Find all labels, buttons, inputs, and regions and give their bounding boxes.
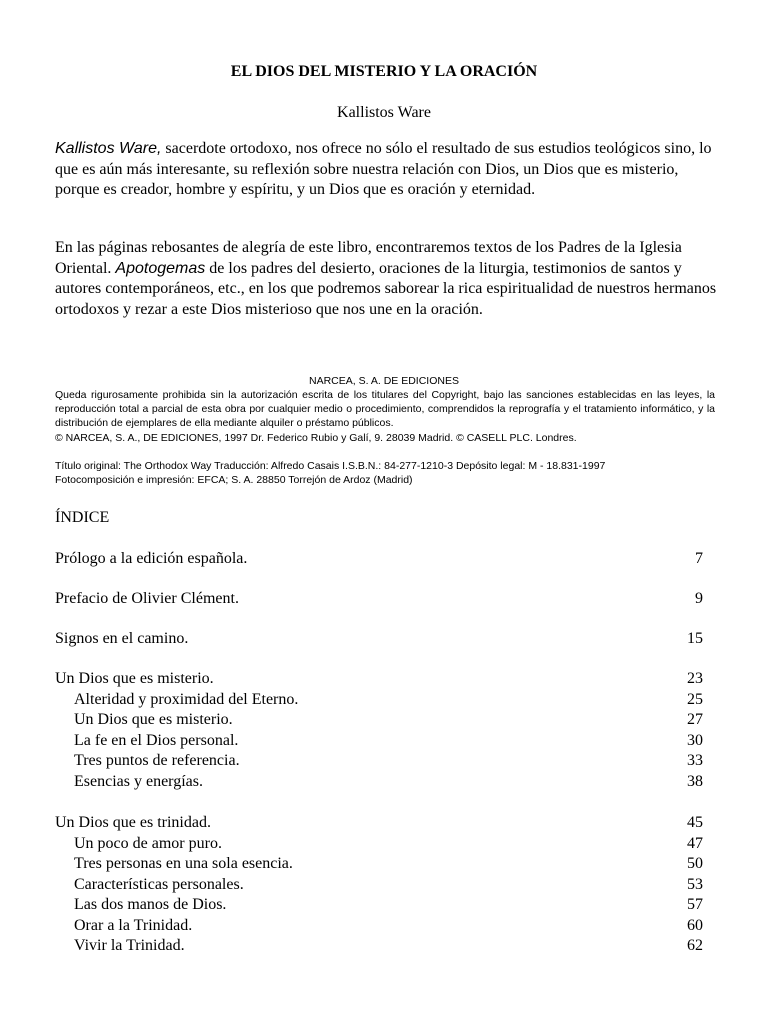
toc-entry-page: 30 [687,731,703,749]
toc-entry-page: 23 [687,670,703,687]
toc-entry-label: Un Dios que es misterio. [74,711,233,728]
toc-subentry [55,690,703,711]
toc-entry-page: 45 [687,814,703,831]
toc-entry [55,669,703,690]
toc-entry-label: Esencias y energías. [74,772,203,790]
index-heading: ÍNDICE [55,509,110,526]
toc-entry-page: 33 [687,752,703,769]
printing-line: Fotocomposición e impresión: EFCA; S. A. 28850 Torrejón de Ardoz (Madrid) [55,474,413,486]
toc-subentry [55,875,703,896]
toc-entry-label: Las dos manos de Dios. [74,896,227,913]
toc-entry-page: 25 [687,690,703,708]
toc-entry-page: 53 [687,875,703,893]
toc-entry-page: 7 [695,550,703,567]
toc-entry-label: Tres puntos de referencia. [74,752,240,769]
toc-entry-label: Un Dios que es trinidad. [55,814,211,831]
original-title-line: Título original: The Orthodox Way Traducción: Alfredo Casais I.S.B.N.: 84-277-1210-3 Depósito legal: M - 18.831-1997 [55,460,606,472]
toc-entry [55,813,703,834]
intro-paragraph-2-text-b: de los padres del desierto, oraciones de la liturgia, testimonios de santos y autores contemporáneos, etc., en los que podremos saborear la rica espiritualidad de nuestros hermanos ortodoxos y rezar a este Dios misterioso que nos une en la oración. [55,259,717,318]
toc-entry [55,549,703,570]
toc-group [55,589,703,610]
toc-subentry [55,854,703,875]
copyright-notice: Queda rigurosamente prohibida sin la autorización escrita de los titulares del Copyright, bajo las sanciones establecidas en las leyes, la reproducción total a parcial de esta obra por cualquier medio o procedimiento, comprendidos la reprografía y el tratamiento informático, y la distribución de ejemplares de ella mediante alquiler o préstamo públicos. [55,389,715,429]
toc-group [55,549,703,570]
toc-subentry [55,834,703,855]
toc-entry-label: Tres personas en una sola esencia. [74,855,293,872]
toc-subentry [55,710,703,731]
intro-paragraph-1 [55,139,725,201]
toc-entry-label: Alteridad y proximidad del Eterno. [74,690,299,708]
toc-entry-page: 38 [687,772,703,790]
toc-entry-page: 60 [687,916,703,934]
toc-entry-label: Prefacio de Olivier Clément. [55,590,239,607]
intro-paragraph-2 [55,238,725,320]
toc-entry-label: Un poco de amor puro. [74,834,222,852]
toc-subentry [55,772,703,793]
book-title: EL DIOS DEL MISTERIO Y LA ORACIÓN [230,63,538,80]
toc-entry-page: 47 [687,834,703,852]
toc-group [55,669,703,792]
toc-entry-page: 9 [695,590,703,607]
copyright-line: © NARCEA, S. A., DE EDICIONES, 1997 Dr. Federico Rubio y Galí, 9. 28039 Madrid. © CASELL PLC. Londres. [55,432,577,444]
toc-entry-label: Signos en el camino. [55,630,189,647]
toc-entry-label: Características personales. [74,875,244,893]
toc-entry-label: Prólogo a la edición española. [55,550,248,567]
toc-subentry [55,731,703,752]
intro-paragraph-2-text-a: En las páginas rebosantes de alegría de este libro, encontraremos textos de los Padres de la Iglesia Oriental. [55,239,682,277]
toc-entry-label: Un Dios que es misterio. [55,670,214,687]
intro-paragraph-2-emphasis: Apotogemas [115,259,206,277]
toc-entry-page: 15 [687,630,703,647]
toc-group [55,629,703,650]
toc-entry-label: La fe en el Dios personal. [74,731,239,749]
toc-subentry [55,751,703,772]
toc-entry-label: Vivir la Trinidad. [74,937,185,954]
toc-subentry [55,916,703,937]
toc-entry-page: 50 [687,855,703,872]
toc-entry [55,589,703,610]
book-author: Kallistos Ware [337,104,431,121]
toc-entry-page: 27 [687,711,703,728]
intro-paragraph-1-text: sacerdote ortodoxo, nos ofrece no sólo el resultado de sus estudios teológicos sino, lo que es aún más interesante, su reflexión sobre nuestra relación con Dios, un Dios que es misterio, porque es creador, hombre y espíritu, y un Dios que es oración y eternidad. [55,140,712,198]
toc-subentry [55,895,703,916]
toc-entry-page: 62 [687,937,703,954]
toc-entry-label: Orar a la Trinidad. [74,916,193,934]
intro-author-name: Kallistos Ware, [55,140,162,157]
toc-entry [55,629,703,650]
toc-subentry [55,936,703,957]
toc-entry-page: 57 [687,896,703,913]
publisher-line: NARCEA, S. A. DE EDICIONES [309,375,459,387]
toc-group [55,813,703,957]
